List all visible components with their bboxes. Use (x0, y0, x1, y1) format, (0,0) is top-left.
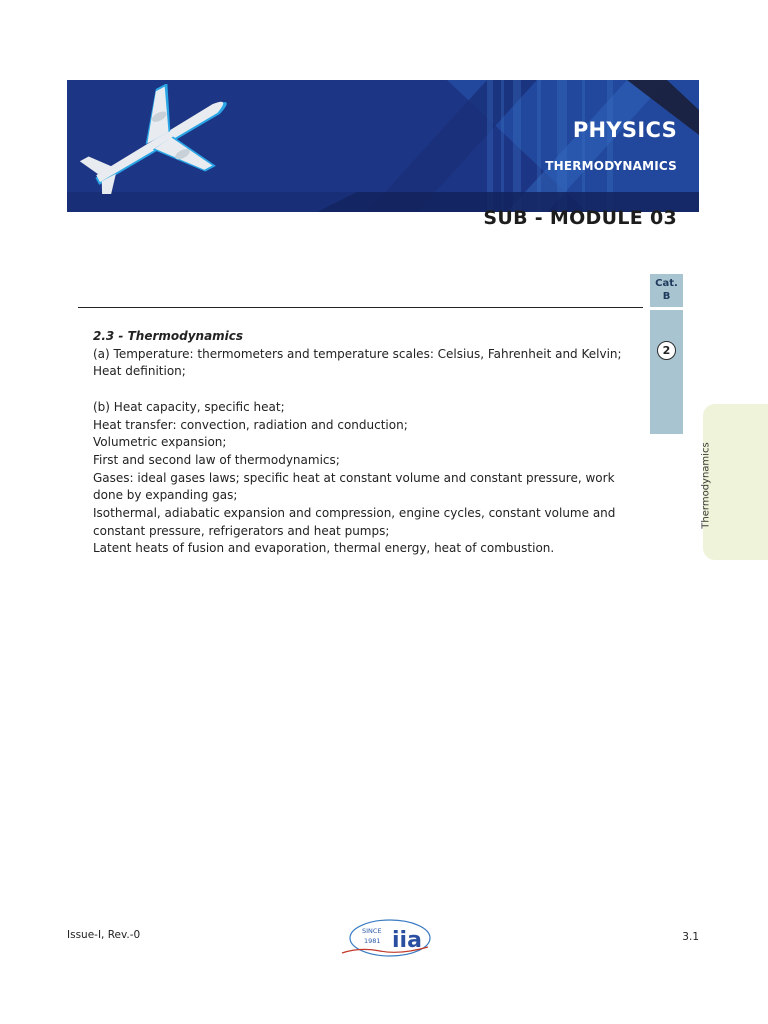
side-tab (700, 404, 768, 560)
side-tab-label: Thermodynamics (700, 442, 712, 529)
footer-issue: Issue-I, Rev.-0 (67, 929, 141, 941)
level-column (650, 310, 683, 434)
category-box (650, 274, 683, 307)
level-badge: 2 (657, 341, 676, 360)
logo-since: SINCE (362, 927, 382, 935)
logo-year: 1981 (364, 937, 381, 945)
content-line: Heat transfer: convection, radiation and conduction; (93, 417, 408, 432)
page-number: 3.1 (682, 931, 699, 943)
content-line: constant pressure, refrigerators and heat pumps; (93, 523, 390, 538)
content-line: Isothermal, adiabatic expansion and compression, engine cycles, constant volume and (93, 506, 616, 521)
submodule-title: SUB - MODULE 03 (483, 207, 677, 229)
iia-logo (340, 917, 432, 959)
banner-subtitle: THERMODYNAMICS (545, 159, 677, 173)
category-label: Cat. (655, 278, 678, 289)
airplane-icon (75, 84, 250, 194)
content-line: Latent heats of fusion and evaporation, thermal energy, heat of combustion. (93, 541, 555, 556)
content-line: (b) Heat capacity, specific heat; (93, 399, 285, 414)
section-heading: 2.3 - Thermodynamics (93, 329, 244, 343)
syllabus-content (93, 328, 633, 558)
header-banner (67, 80, 699, 212)
content-line: Heat definition; (93, 364, 186, 379)
content-line: (a) Temperature: thermometers and temperature scales: Celsius, Fahrenheit and Kelvin; (93, 346, 622, 361)
logo-text: iia (392, 928, 422, 953)
content-line: Gases: ideal gases laws; specific heat at constant volume and constant pressure, work (93, 470, 615, 485)
content-line: First and second law of thermodynamics; (93, 452, 340, 467)
content-line: Volumetric expansion; (93, 435, 227, 450)
banner-title: PHYSICS (572, 118, 677, 142)
spacer (93, 381, 633, 399)
content-line: done by expanding gas; (93, 488, 238, 503)
divider-line (78, 307, 643, 308)
category-value: B (662, 291, 671, 302)
